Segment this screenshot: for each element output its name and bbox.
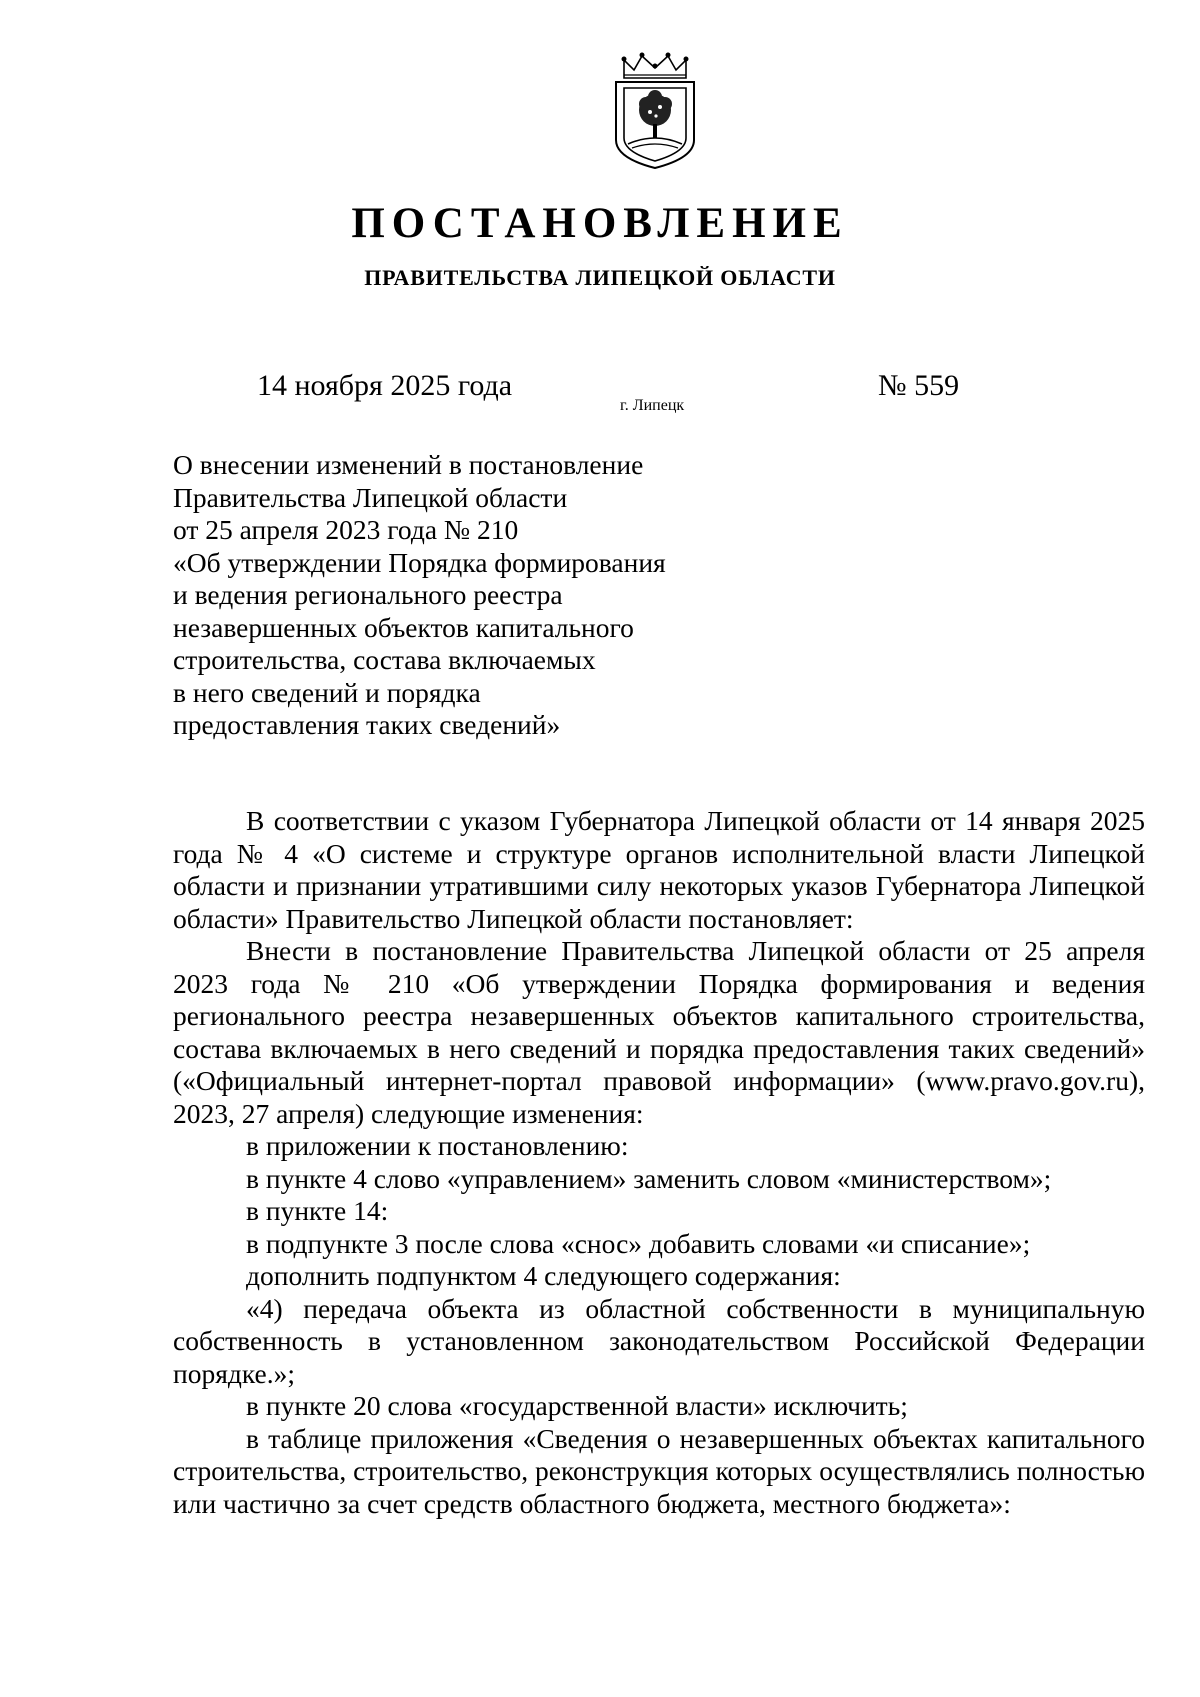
document-subject — [173, 449, 733, 742]
body-paragraph: в пункте 20 слова «государственной власти» исключить; — [246, 1390, 908, 1421]
body-paragraph: Внести в постановление Правительства Липецкой области от 25 апреля 2023 года № 210 «Об утверждении Порядка формирования и ведения регионального реестра незавершенных объектов капитального строительства, состава включаемых в него сведений и порядка предоставления таких сведений» («Официальный интернет-портал правовой информации» (www.pravo.gov.ru), 2023, 27 апреля) следующие изменения: — [173, 935, 1145, 1129]
subject-line: в него сведений и порядка — [173, 676, 481, 708]
document-city: г. Липецк — [620, 397, 685, 414]
subject-line: О внесении изменений в постановление — [173, 449, 644, 480]
body-paragraph: в приложении к постановлению: — [246, 1130, 629, 1161]
document-body — [173, 805, 1145, 1520]
subject-line: и ведения регионального реестра — [173, 579, 563, 610]
body-paragraph: В соответствии с указом Губернатора Липецкой области от 14 января 2025 года № 4 «О системе и структуре органов исполнительной власти Липецкой области и признании утратившими силу некоторых указов Губернатора Липецкой области» Правительство Липецкой области постановляет: — [173, 805, 1145, 934]
body-paragraph: в пункте 14: — [246, 1195, 389, 1226]
body-paragraph: дополнить подпунктом 4 следующего содержания: — [246, 1260, 841, 1291]
document-number: № 559 — [878, 369, 960, 402]
subject-line: Правительства Липецкой области — [173, 481, 568, 513]
body-paragraph: в подпункте 3 после слова «снос» добавить словами «и списание»; — [246, 1227, 1031, 1259]
body-paragraph: в пункте 4 слово «управлением» заменить словом «министерством»; — [246, 1162, 1052, 1194]
subject-line: строительства, состава включаемых — [173, 644, 596, 675]
document-title: ПОСТАНОВЛЕНИЕ — [351, 200, 849, 247]
body-paragraph: «4) передача объекта из областной собственности в муниципальную собственность в установленном законодательством Российской Федерации порядке.»; — [173, 1292, 1145, 1389]
subject-line: «Об утверждении Порядка формирования — [173, 546, 666, 578]
lipetsk-coat-of-arms-icon — [610, 52, 700, 170]
subject-line: от 25 апреля 2023 года № 210 — [173, 514, 519, 545]
document-subtitle: ПРАВИТЕЛЬСТВА ЛИПЕЦКОЙ ОБЛАСТИ — [364, 265, 836, 290]
subject-line: незавершенных объектов капитального — [173, 611, 634, 643]
subject-line: предоставления таких сведений» — [173, 709, 561, 740]
document-date: 14 ноября 2025 года — [257, 369, 513, 402]
body-paragraph: в таблице приложения «Сведения о незавершенных объектах капитального строительства, строительство, реконструкция которых осуществлялись полностью или частично за счет средств областного бюджета, местного бюджета»: — [173, 1422, 1145, 1519]
